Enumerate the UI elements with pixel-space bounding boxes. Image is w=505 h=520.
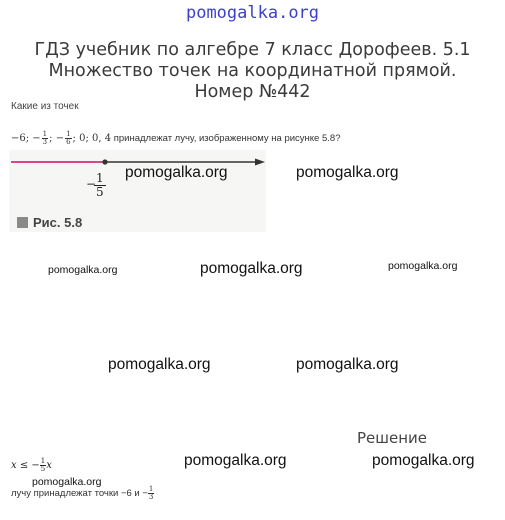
axis-label-minus-one-fifth: − 1 5 xyxy=(86,171,104,199)
fraction-one-third-answer: $\frac{1}{3}$ xyxy=(148,485,154,501)
watermark: pomogalka.org xyxy=(200,260,303,277)
site-logo[interactable]: pomogalka.org xyxy=(185,3,320,23)
watermark: pomogalka.org xyxy=(296,164,399,181)
watermark: pomogalka.org xyxy=(388,260,458,272)
watermark: pomogalka.org xyxy=(296,356,399,373)
watermark: pomogalka.org xyxy=(372,452,475,469)
figure-caption: Рис. 5.8 xyxy=(17,215,82,230)
solution-inequality: x ≤ − $\frac{1}{5}$ x xyxy=(11,457,52,473)
watermark: pomogalka.org xyxy=(125,164,228,181)
fraction-one-sixth: $\frac{1}{6}$ xyxy=(66,130,71,146)
watermark: pomogalka.org xyxy=(32,476,102,488)
point-marker xyxy=(102,159,107,164)
page-title: ГДЗ учебник по алгебре 7 класс Дорофеев. 5.1 Множество точек на координатной прямой. Номер №442 xyxy=(34,40,471,102)
points-mid: ; − xyxy=(49,133,65,144)
axis-arrow-icon xyxy=(255,159,265,166)
solution-answer: лучу принадлежат точки −6 и − $\frac{1}{3}$ xyxy=(11,485,154,501)
question-intro: Какие из точек xyxy=(11,101,79,112)
caption-square-icon xyxy=(17,217,28,228)
points-suffix: ; 0; 0, 4 xyxy=(72,133,112,144)
watermark: pomogalka.org xyxy=(48,264,118,276)
fraction-one-fifth: $\frac{1}{5}$ xyxy=(40,457,46,473)
solution-heading: Решение xyxy=(357,429,428,447)
watermark: pomogalka.org xyxy=(184,452,287,469)
question-points xyxy=(11,131,340,146)
question-text: принадлежат лучу, изображенному на рисунке 5.8? xyxy=(111,133,341,144)
fraction-one-third: $\frac{1}{3}$ xyxy=(42,130,48,146)
watermark: pomogalka.org xyxy=(108,356,211,373)
points-prefix: −6; − xyxy=(11,133,41,144)
